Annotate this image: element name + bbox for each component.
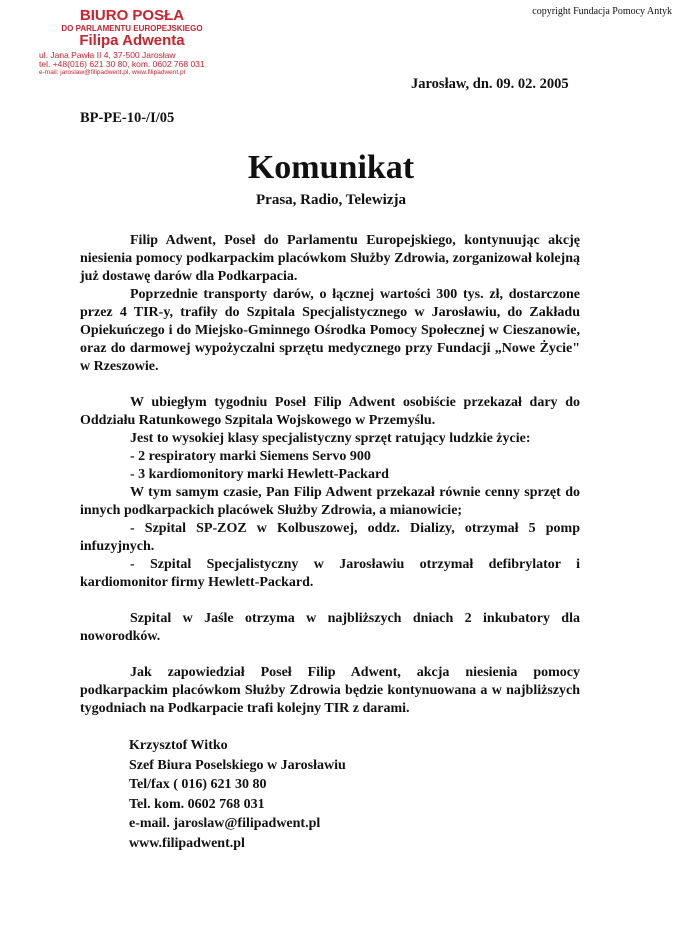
letterhead-name: Filipa Adwenta <box>79 32 185 49</box>
letterhead-email: e-mail: jaroslaw@filipadwent.pl, www.filipadwent.pl <box>39 69 186 76</box>
signatory-mobile: Tel. kom. 0602 768 031 <box>129 796 265 812</box>
paragraph-1: Filip Adwent, Poseł do Parlamentu Europejskiego, kontynuując akcję niesienia pomocy podkarpackim placówkom Służby Zdrowia, zorganizował kolejną już dostawę darów dla Podkarpacia. <box>80 233 580 284</box>
paragraph-5: W tym samym czasie, Pan Filip Adwent przekazał równie cenny sprzęt do innych podkarpackich placówek Służby Zdrowia, a mianowicie; <box>80 485 580 518</box>
letterhead-address: ul. Jana Pawła II 4, 37-500 Jarosław <box>39 50 176 60</box>
letterhead-title: BIURO POSŁA <box>79 7 185 24</box>
signatory-website: www.filipadwent.pl <box>129 835 245 851</box>
copyright-notice: copyright Fundacja Pomocy Antyk <box>532 6 672 17</box>
signatory-role: Szef Biura Poselskiego w Jarosławiu <box>129 757 346 773</box>
signatory-name: Krzysztof Witko <box>129 738 228 753</box>
letterhead <box>37 8 227 77</box>
paragraph-3: W ubiegłym tygodniu Poseł Filip Adwent osobiście przekazał dary do Oddziału Ratunkowego Szpitala Wojskowego w Przemyślu. <box>80 395 580 428</box>
document-subtitle: Prasa, Radio, Telewizja <box>256 192 406 208</box>
signatory-email: e-mail. jaroslaw@filipadwent.pl <box>129 816 321 831</box>
paragraph-6: - Szpital SP-ZOZ w Kolbuszowej, oddz. Dializy, otrzymał 5 pomp infuzyjnych. <box>80 521 580 554</box>
paragraph-2: Poprzednie transporty darów, o łącznej wartości 300 tys. zł, dostarczone przez 4 TIR-y, trafiły do Szpitala Specjalistycznego w Jarosławiu, do Zakładu Opiekuńczego i do Miejsko-Gminnego Ośrodka Pomocy Społecznej w Cieszanowie, oraz do darmowej wypożyczalni sprzętu medycznego przy Fundacji „Nowe Życie" w Rzeszowie. <box>80 287 580 374</box>
list-item: - 2 respiratory marki Siemens Servo 900 <box>130 449 371 464</box>
date-line: Jarosław, dn. 09. 02. 2005 <box>411 76 569 92</box>
reference-number: BP-PE-10-/I/05 <box>80 110 175 126</box>
list-item: - 3 kardiomonitory marki Hewlett-Packard <box>130 467 389 482</box>
letter-body <box>80 232 580 718</box>
paragraph-8: Szpital w Jaśle otrzyma w najbliższych dniach 2 inkubatory dla noworodków. <box>80 611 580 644</box>
paragraph-4: Jest to wysokiej klasy specjalistyczny sprzęt ratujący ludzkie życie: <box>130 431 531 446</box>
document-title: Komunikat <box>247 149 415 186</box>
letterhead-phone: tel. +48(016) 621 30 80, kom. 0602 768 031 <box>39 59 205 69</box>
letterhead-subtitle: DO PARLAMENTU EUROPEJSKIEGO <box>61 24 203 33</box>
paragraph-9: Jak zapowiedział Poseł Filip Adwent, akcja niesienia pomocy podkarpackim placówkom Służby Zdrowia będzie kontynuowana a w najbliższych tygodniach na Podkarpacie trafi kolejny TIR z darami. <box>80 665 580 716</box>
signature-block <box>129 736 346 853</box>
signatory-telfax: Tel/fax ( 016) 621 30 80 <box>129 777 267 792</box>
paragraph-7: - Szpital Specjalistyczny w Jarosławiu otrzymał defibrylator i kardiomonitor firmy Hewlett-Packard. <box>80 557 580 590</box>
